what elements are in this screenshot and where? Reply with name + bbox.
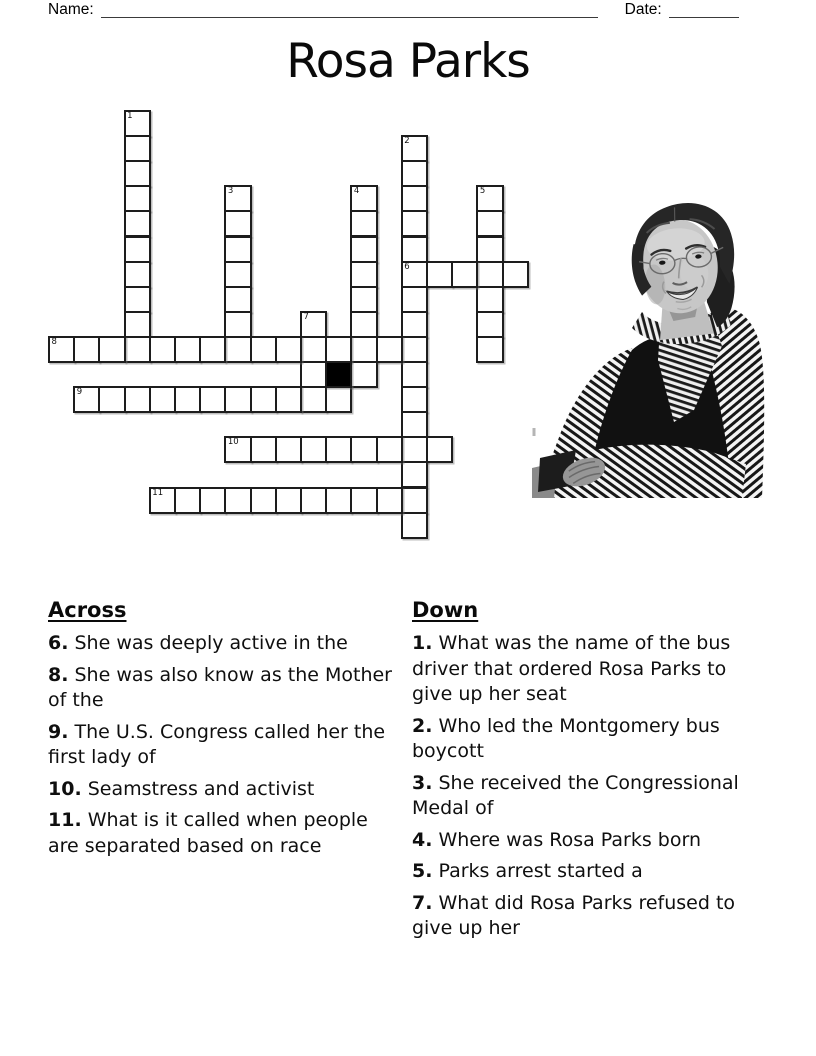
crossword-cell[interactable]: [350, 436, 377, 463]
blocked-cell: [325, 361, 352, 388]
crossword-cell[interactable]: [502, 261, 529, 288]
crossword-cell[interactable]: [350, 311, 377, 338]
crossword-cell[interactable]: [250, 336, 277, 363]
crossword-cell[interactable]: [401, 135, 428, 162]
crossword-cell[interactable]: [174, 487, 201, 514]
crossword-cell[interactable]: [124, 336, 151, 363]
cell-number: 11: [152, 487, 164, 498]
crossword-cell[interactable]: [199, 487, 226, 514]
crossword-cell[interactable]: [325, 487, 352, 514]
crossword-cell[interactable]: [124, 311, 151, 338]
clue-text: She was deeply active in the: [68, 632, 348, 654]
down-heading: Down: [412, 598, 479, 622]
crossword-cell[interactable]: [250, 386, 277, 413]
crossword-cell[interactable]: [376, 436, 403, 463]
crossword-cell[interactable]: [199, 386, 226, 413]
crossword-cell[interactable]: [275, 487, 302, 514]
crossword-cell[interactable]: [124, 261, 151, 288]
crossword-cell[interactable]: [124, 110, 151, 137]
crossword-cell[interactable]: [224, 336, 251, 363]
crossword-cell[interactable]: [476, 336, 503, 363]
cell-number: 3: [227, 186, 234, 197]
clue-text: She was also know as the Mother of the: [48, 663, 392, 711]
crossword-cell[interactable]: [300, 311, 327, 338]
crossword-cell[interactable]: [401, 236, 428, 263]
crossword-cell[interactable]: [401, 512, 428, 539]
clue-item-across-6: [48, 631, 392, 657]
crossword-cell[interactable]: [325, 386, 352, 413]
crossword-cell[interactable]: [325, 436, 352, 463]
crossword-cell[interactable]: [476, 236, 503, 263]
clue-item-down-4: [412, 828, 750, 854]
crossword-cell[interactable]: [350, 236, 377, 263]
across-heading: Across: [48, 598, 127, 622]
clue-number: 8.: [48, 663, 69, 686]
clue-text: What did Rosa Parks refused to give up her: [412, 891, 736, 939]
crossword-cell[interactable]: [350, 286, 377, 313]
clue-text: She received the Congressional Medal of: [412, 771, 739, 819]
crossword-cell[interactable]: [73, 386, 100, 413]
crossword-cell[interactable]: [426, 261, 453, 288]
clue-item-down-7: [412, 891, 750, 942]
crossword-cell[interactable]: [401, 185, 428, 212]
crossword-cell[interactable]: [124, 386, 151, 413]
clue-number: 2.: [412, 714, 433, 737]
clue-number: 7.: [412, 891, 433, 914]
name-label: Name:: [48, 1, 94, 18]
crossword-cell[interactable]: [224, 487, 251, 514]
crossword-cell[interactable]: [300, 361, 327, 388]
clue-item-across-10: [48, 777, 392, 803]
clue-number: 10.: [48, 777, 82, 800]
clue-item-across-8: [48, 663, 392, 714]
crossword-cell[interactable]: [124, 210, 151, 237]
crossword-cell[interactable]: [149, 487, 176, 514]
crossword-cell[interactable]: [350, 487, 377, 514]
crossword-cell[interactable]: [401, 487, 428, 514]
crossword-cell[interactable]: [325, 336, 352, 363]
crossword-cell[interactable]: [300, 487, 327, 514]
crossword-cell[interactable]: [224, 185, 251, 212]
name-date-header: [48, 1, 739, 18]
crossword-cell[interactable]: [250, 436, 277, 463]
crossword-cell[interactable]: [476, 185, 503, 212]
crossword-cell[interactable]: [401, 411, 428, 438]
crossword-cell[interactable]: [401, 286, 428, 313]
crossword-cell[interactable]: [224, 436, 251, 463]
crossword-cell[interactable]: [401, 436, 428, 463]
crossword-cell[interactable]: [401, 336, 428, 363]
cell-number: 10: [227, 437, 239, 448]
crossword-cell[interactable]: [401, 386, 428, 413]
cell-number: 1: [127, 111, 133, 121]
crossword-cell[interactable]: [98, 386, 125, 413]
clue-number: 3.: [412, 771, 433, 794]
crossword-cell[interactable]: [401, 160, 428, 187]
crossword-cell[interactable]: [124, 135, 151, 162]
crossword-cell[interactable]: [476, 311, 503, 338]
crossword-cell[interactable]: [376, 336, 403, 363]
crossword-grid: [48, 110, 530, 540]
crossword-cell[interactable]: [451, 261, 478, 288]
crossword-cell[interactable]: [224, 210, 251, 237]
crossword-cell[interactable]: [350, 336, 377, 363]
crossword-cell[interactable]: [149, 386, 176, 413]
cell-number: 2: [404, 136, 410, 147]
crossword-cell[interactable]: [426, 436, 453, 463]
clue-text: Where was Rosa Parks born: [432, 828, 702, 851]
crossword-cell[interactable]: [401, 361, 428, 388]
crossword-cell[interactable]: [275, 436, 302, 463]
crossword-cell[interactable]: [224, 261, 251, 288]
clue-number: 1.: [412, 632, 433, 654]
clue-item-down-3: [412, 771, 750, 822]
crossword-cell[interactable]: [199, 336, 226, 363]
rosa-parks-photo: [532, 200, 768, 498]
down-clues: [412, 598, 750, 948]
date-label: Date:: [624, 1, 662, 18]
crossword-cell[interactable]: [73, 336, 100, 363]
crossword-cell[interactable]: [124, 286, 151, 313]
crossword-cell[interactable]: [124, 236, 151, 263]
crossword-cell[interactable]: [401, 311, 428, 338]
cell-number: 4: [353, 186, 360, 197]
crossword-cell[interactable]: [124, 185, 151, 212]
crossword-cell[interactable]: [300, 386, 327, 413]
clue-item-across-9: [48, 720, 392, 771]
crossword-cell[interactable]: [275, 386, 302, 413]
crossword-cell[interactable]: [376, 487, 403, 514]
crossword-cell[interactable]: [124, 160, 151, 187]
crossword-cell[interactable]: [98, 336, 125, 363]
clue-text: Who led the Montgomery bus boycott: [412, 714, 720, 762]
crossword-cell[interactable]: [476, 286, 503, 313]
across-clues: [48, 598, 392, 865]
crossword-cell[interactable]: [250, 487, 277, 514]
crossword-cell[interactable]: [350, 361, 377, 388]
crossword-cell[interactable]: [48, 336, 75, 363]
cell-number: 8: [51, 336, 57, 347]
clue-text: What was the name of the bus driver that ordered Rosa Parks to give up her seat: [412, 632, 731, 705]
crossword-cell[interactable]: [224, 286, 251, 313]
crossword-cell[interactable]: [224, 236, 251, 263]
clue-text: What is it called when people are separated based on race: [48, 809, 368, 857]
worksheet-title: Rosa Parks: [286, 34, 530, 89]
cell-number: 6: [404, 261, 410, 272]
crossword-cell[interactable]: [350, 261, 377, 288]
cell-number: 7: [303, 311, 309, 322]
crossword-cell[interactable]: [174, 336, 201, 363]
clue-text: Seamstress and activist: [81, 777, 315, 800]
crossword-cell[interactable]: [350, 210, 377, 237]
clue-number: 11.: [48, 809, 82, 831]
crossword-cell[interactable]: [350, 185, 377, 212]
clue-text: Parks arrest started a: [432, 860, 643, 882]
crossword-cell[interactable]: [275, 336, 302, 363]
clue-item-down-5: [412, 859, 750, 885]
crossword-cell[interactable]: [401, 210, 428, 237]
crossword-cell[interactable]: [300, 336, 327, 363]
clue-number: 9.: [48, 720, 69, 743]
crossword-cell[interactable]: [476, 210, 503, 237]
clue-text: The U.S. Congress called her the first lady of: [48, 720, 386, 768]
crossword-cell[interactable]: [300, 436, 327, 463]
crossword-cell[interactable]: [476, 261, 503, 288]
crossword-cell[interactable]: [174, 386, 201, 413]
clue-item-across-11: [48, 808, 392, 859]
crossword-cell[interactable]: [401, 461, 428, 488]
crossword-cell[interactable]: [224, 386, 251, 413]
cell-number: 5: [479, 186, 486, 197]
crossword-cell[interactable]: [224, 311, 251, 338]
clue-number: 6.: [48, 632, 69, 654]
clue-number: 4.: [412, 828, 433, 851]
crossword-cell[interactable]: [401, 261, 428, 288]
name-blank-line: [101, 2, 598, 18]
clue-item-down-1: [412, 631, 750, 708]
clue-item-down-2: [412, 714, 750, 765]
clue-number: 5.: [412, 860, 433, 882]
date-blank-line: [669, 2, 739, 18]
cell-number: 9: [76, 387, 83, 398]
crossword-cell[interactable]: [149, 336, 176, 363]
